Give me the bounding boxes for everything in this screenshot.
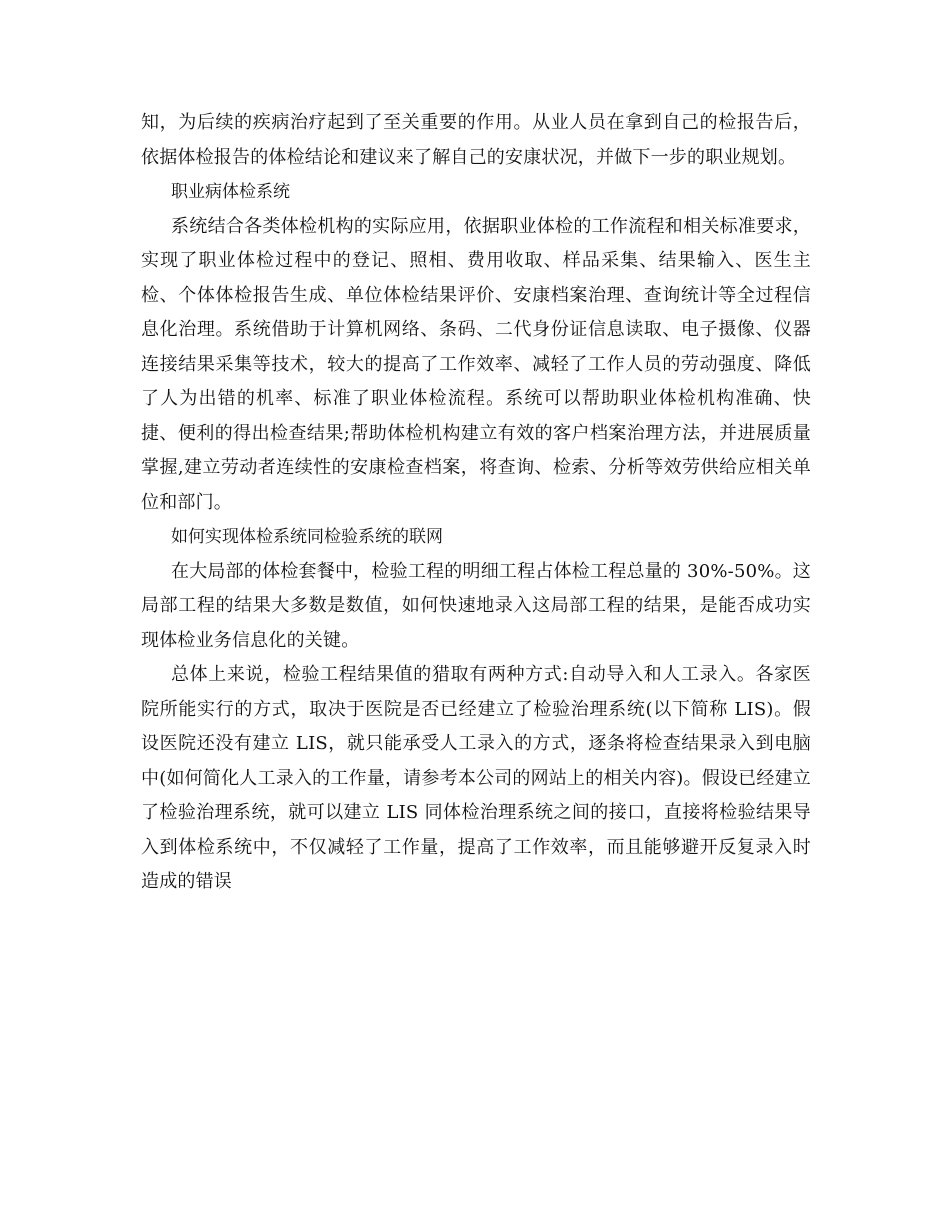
paragraph-system-description: 系统结合各类体检机构的实际应用，依据职业体检的工作流程和相关标准要求，实现了职业体检过程中的登记、照相、费用收取、样品采集、结果输入、医生主检、个体体检报告生成、单位体检结果评价、安康档案治理、查询统计等全过程信息化治理。系统借助于计算机网络、条码、二代身份证信息读取、电子摄像、仪器连接结果采集等技术，较大的提高了工作效率、减轻了工作人员的劳动强度、降低了人为出错的机率、标准了职业体检流程。系统可以帮助职业体检机构准确、快捷、便利的得出检查结果;帮助体检机构建立有效的客户档案治理方法，并进展质量掌握,建立劳动者连续性的安康检查档案，将查询、检索、分析等效劳供给应相关单位和部门。 [141, 215, 811, 513]
section-heading-occupational-exam-system: 职业病体检系统 [171, 182, 290, 202]
section-heading-lis-integration: 如何实现体检系统同检验系统的联网 [171, 527, 443, 547]
document-body [141, 106, 811, 900]
paragraph-lab-items-share: 在大局部的体检套餐中，检验工程的明细工程占体检工程总量的 30%-50%。这局部工程的结果大多数是数值，如何快速地录入这局部工程的结果，是能否成功实现体检业务信息化的关键。 [141, 560, 811, 651]
paragraph-result-entry-methods: 总体上来说，检验工程结果值的猎取有两种方式:自动导入和人工录入。各家医院所能实行的方式，取决于医院是否已经建立了检验治理系统(以下简称 LIS)。假设医院还没有建立 LIS，就只能承受人工录入的方式，逐条将检查结果录入到电脑中(如何简化人工录入的工作量，请参考本公司的网站上的相关内容)。假设已经建立了检验治理系统，就可以建立 LIS 同体检治理系统之间的接口，直接将检验结果导入到体检系统中，不仅减轻了工作量，提高了工作效率，而且能够避开反复录入时造成的错误 [141, 664, 811, 892]
paragraph-intro-continuation: 知，为后续的疾病治疗起到了至关重要的作用。从业人员在拿到自己的检报告后，依据体检报告的体检结论和建议来了解自己的安康状况，并做下一步的职业规划。 [141, 112, 811, 168]
